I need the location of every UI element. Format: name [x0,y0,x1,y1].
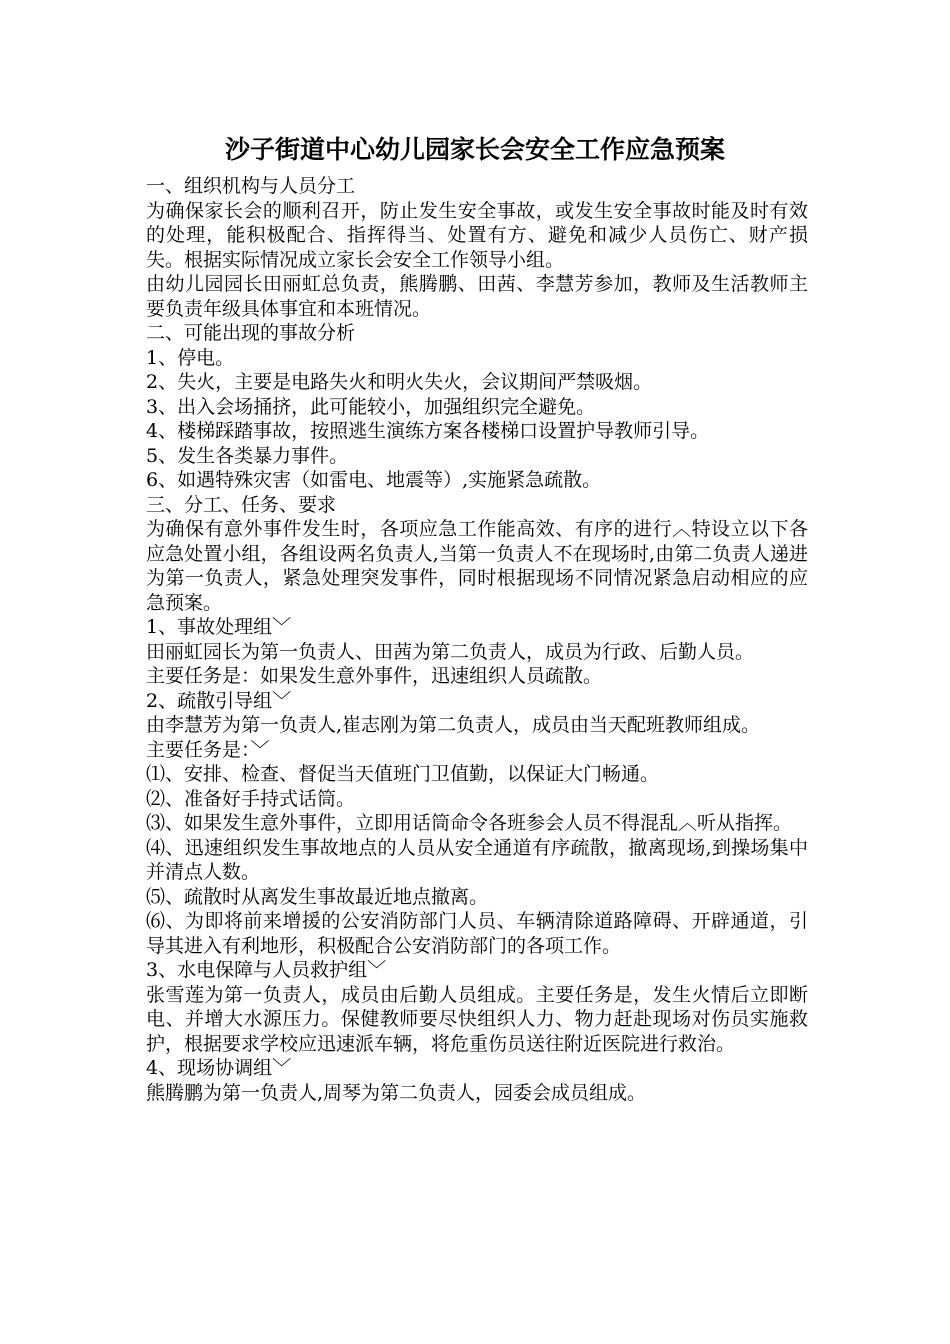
group-heading: 4、现场协调组﹀ [146,1057,292,1079]
list-item: 1、停电。 [146,346,235,369]
group-heading: 2、疏散引导组﹀ [146,689,292,712]
document-title: 沙子街道中心幼儿园家长会安全工作应急预案 [224,135,725,164]
list-item: ⑵、准备好手持式话筒。 [146,787,356,810]
paragraph: 张雪莲为第一负责人，成员由后勤人员组成。主要任务是，发生火情后立即断电、并增大水源压力。保健教师要尽快组织人力、物力赶赴现场对伤员实施救护，根据要求学校应迅速派车辆，将危重伤员送往附近医院进行救治。 [146,983,808,1055]
group-heading: 1、事故处理组﹀ [146,616,292,638]
list-item: 2、失火，主要是电路失火和明火失火，会议期间严禁吸烟。 [146,371,653,393]
paragraph: 由幼儿园园长田丽虹总负责，熊腾鹏、田茜、李慧芳参加，教师及生活教师主要负责年级具体事宜和本班情况。 [146,273,808,320]
section-heading-1: 一、组织机构与人员分工 [146,175,356,197]
paragraph: 为确保有意外事件发生时，各项应急工作能高效、有序的进行︿特设立以下各应急处置小组，各组设两名负责人,当第一负责人不在现场时,由第二负责人递进为第一负责人，紧急处理突发事件，同时根据现场不同情况紧急启动相应的应急预案。 [146,518,808,614]
list-item: 3、出入会场捅挤，此可能较小，加强组织完全避免。 [146,395,596,418]
paragraph: 主要任务是：﹀ [146,738,270,761]
list-item: ⑹、为即将前来增援的公安消防部门人员、车辆清除道路障碍、开辟通道，引导其进入有利地形，积极配合公安消防部门的各项工作。 [146,910,808,957]
paragraph: 由李慧芳为第一负责人,崔志刚为第二负责人，成员由当天配班教师组成。 [146,714,761,736]
paragraph: 为确保家长会的顺利召开，防止发生安全事故，或发生安全事故时能及时有效的处理，能积极配合、指挥得当、处置有方、避免和减少人员伤亡、财产损失。根据实际情况成立家长会安全工作领导小组。 [146,199,808,271]
paragraph: 熊腾鹏为第一负责人,周琴为第二负责人，园委会成员组成。 [146,1081,647,1104]
list-item: ⑶、如果发生意外事件，立即用话筒命令各班参会人员不得混乱︿听从指挥。 [146,812,793,834]
group-heading: 3、水电保障与人员救护组﹀ [146,959,387,981]
list-item: 4、楼梯踩踏事故，按照逃生演练方案各楼梯口设置护导教师引导。 [146,420,710,442]
list-item: ⑴、安排、检查、督促当天值班门卫值勤，以保证大门畅通。 [146,763,660,785]
list-item: 6、如遇特殊灾害（如雷电、地震等）,实施紧急疏散。 [146,469,602,491]
paragraph: 主要任务是：如果发生意外事件，迅速组织人员疏散。 [146,665,603,687]
section-heading-2: 二、可能出现的事故分析 [146,322,356,344]
list-item: ⑷、迅速组织发生事故地点的人员从安全通道有序疏散，撤离现场,到操场集中并清点人数。 [146,836,808,883]
list-item: 5、发生各类暴力事件。 [146,444,349,467]
paragraph: 田丽虹园长为第一负责人、田茜为第二负责人，成员为行政、后勤人员。 [146,640,755,663]
section-heading-3: 三、分工、任务、要求 [146,493,337,516]
document-body [146,174,808,1105]
list-item: ⑸、疏散时从离发生事故最近地点撤离。 [146,885,489,908]
